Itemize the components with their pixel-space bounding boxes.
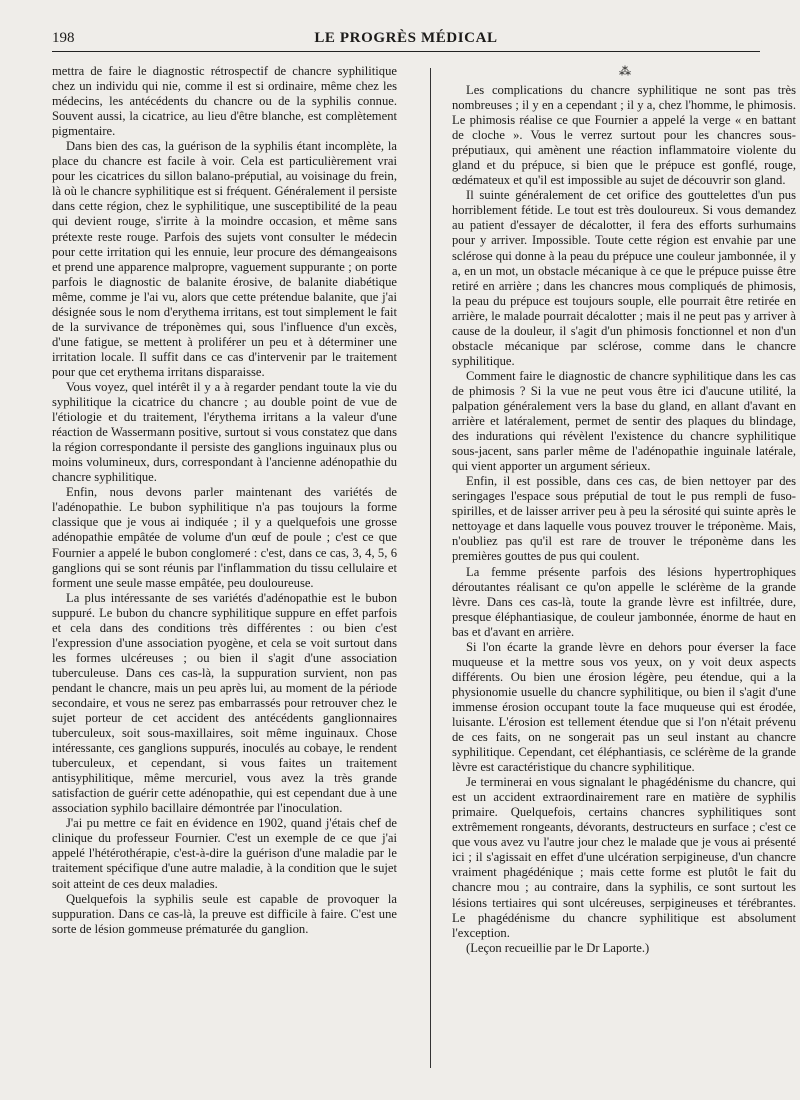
paragraph: Vous voyez, quel intérêt il y a à regarder pendant toute la vie du syphilitique la cicatrice du chancre ; au double point de vue de l'étiologie et du traitement, l'érythema irritans a la valeur d'une réaction de Wassermann positive, surtout si vous constatez que dans la région correspondante il persiste des ganglions inguinaux plus ou moins volumineux, durs, correspondant à l'ancienne adénopathie du chancre syphilitique. [52,379,397,485]
header-rule [52,51,760,52]
paragraph: Enfin, il est possible, dans ces cas, de bien nettoyer par des seringages l'espace sous préputial de tout le pus rempli de fuso-spirilles, et de laisser arriver peu à peu la sérosité qui suinte après le nettoyage et dans laquelle vous pouvez trouver le tréponème. Mais, n'oubliez pas qu'il est rare de trouver le tréponème dans les premières gouttes de pus qui coulent. [452,474,796,564]
left-column [52,64,397,937]
paragraph: Il suinte généralement de cet orifice des gouttelettes d'un pus horriblement fétide. Le tout est très douloureux. Si vous demandez au patient d'essayer de décalotter, il fera des efforts surhumains pour y arriver. Impossible. Toute cette région est envahie par une sclérose qui donne à la peau du prépuce une couleur jambonnée, il y a, en un mot, un obstacle mécanique à ce que le prépuce puisse être retiré en arrière ; dans les chancres mous compliqués de phimosis, la peau du prépuce est toujours souple, elle pourrait être retirée en arrière, le malade pourrait décalotter ; mais il ne peut pas y arriver à cause de la douleur, il s'agit d'un phimosis fonctionnel et non d'un obstacle mécanique par sclérose, comme dans le chancre syphilitique. [452,188,796,368]
section-separator: ⁂ [619,64,629,78]
right-column [452,64,796,956]
page-header [52,30,760,50]
paragraph: Quelquefois la syphilis seule est capable de provoquer la suppuration. Dans ce cas-là, la preuve est difficile à faire. C'est une sorte de lésion gommeuse prématurée du ganglion. [52,891,397,936]
paragraph: Si l'on écarte la grande lèvre en dehors pour éverser la face muqueuse et la mettre sous vos yeux, on y voit deux aspects différents. Ou bien une érosion légère, peu étendue, qui a la physionomie usuelle du chancre syphilitique, ou bien il s'agit d'une immense érosion occupant toute la face muqueuse qui est érodée, luisante. L'érosion est tellement étendue que si l'on n'était prévenu de ces faits, on ne songerait pas un seul instant au chancre syphilitique. Cependant, cet éléphantiasis, ce sclérème de la grande lèvre est caractéristique du chancre syphilitique. [452,639,796,775]
paragraph: La plus intéressante de ses variétés d'adénopathie est le bubon suppuré. Le bubon du chancre syphilitique suppure en effet parfois et cela dans des conditions très différentes : ou bien c'est l'expression d'une association pyogène, et cela se voit surtout dans les formes ulcéreuses ; ou bien il s'agit d'une association tuberculeuse. Dans ces cas-là, la suppuration survient, non pas pendant le chancre, mais un peu après lui, au moment de la période secondaire, et vous ne serez pas embarrassés pour retrouver chez le sujet porteur de cet accident des antécédents ganglionnaires tuberculeux, soit sous-maxillaires, soit même inguinaux. Chose intéressante, ces ganglions suppurés, inoculés au cobaye, le rendent tuberculeux, et cependant, si vous faites un traitement antisyphilitique, même mercuriel, vous avez la très grande satisfaction de guérir cette adénopathie, qui est cependant due à une association syphilo bacillaire démontrée par l'inoculation. [52,590,397,816]
paragraph: La femme présente parfois des lésions hypertrophiques déroutantes réalisant ce qu'on appelle le sclérème de la grande lèvre. Dans ces cas-là, toute la grande lèvre est infiltrée, dure, presque éléphantiasique, de couleur jambonnée, énorme de haut en bas et d'avant en arrière. [452,564,796,639]
column-divider [430,68,431,1068]
paragraph: J'ai pu mettre ce fait en évidence en 1902, quand j'étais chef de clinique du professeur Fournier. C'est un exemple de ce que j'ai appelé l'hétérothérapie, c'est-à-dire la guérison d'une maladie par le traitement spécifique d'une autre maladie, à la condition que le sujet soit atteint de ces deux maladies. [52,816,397,891]
paragraph: mettra de faire le diagnostic rétrospectif de chancre syphilitique chez un individu qui nie, comme il est si ordinaire, même chez les médecins, les antécédents du chancre ou de la syphilis connue. Souvent aussi, la cicatrice, au lieu d'être blanche, est complètement pigmentaire. [52,64,397,139]
paragraph: Comment faire le diagnostic de chancre syphilitique dans les cas de phimosis ? Si la vue ne peut vous être ici d'aucune utilité, la palpation généralement vers la base du gland, en allant d'avant en arrière et latéralement, permet de sentir des plaques du blindage, des indurations qui révèlent l'existence du chancre syphilitique sous-jacent, sans parler même de l'adénopathie inguinale latérale, qui vient apporter un argument sérieux. [452,368,796,474]
paragraph: Enfin, nous devons parler maintenant des variétés de l'adénopathie. Le bubon syphilitique n'a pas toujours la forme classique que je vous ai indiquée ; il y a quelquefois une grosse adénopathie empâtée de volume d'un œuf de poule ; c'est ce que Fournier a appelé le bubon conglomeré : c'est, dans ce cas, 3, 4, 5, 6 ganglions qui se sont réunis par l'inflammation du tissu cellulaire et forment une seule masse empâtée, peu douloureuse. [52,485,397,590]
paragraph: Les complications du chancre syphilitique ne sont pas très nombreuses ; il y en a cependant ; il y a, chez l'homme, le phimosis. Le phimosis réalise ce que Fournier a appelé la verge « en battant de cloche ». Vous le verrez surtout pour les chancres sous-préputiaux, qui amènent une réaction inflammatoire violente du gland et du prépuce, si bien que le prépuce est gonflé, rouge, œdémateux et qu'il est impossible au sujet de découvrir son gland. [452,83,796,188]
paragraph: Je terminerai en vous signalant le phagédénisme du chancre, qui est un accident extraordinairement rare en matière de syphilis primaire. Quelquefois, certains chancres syphilitiques sont extrêmement rongeants, dévorants, destructeurs en surface ; c'est ce que vous avez vu l'autre jour chez le malade que je vous ai présenté ici ; il s'agissait en effet d'une ulcération serpigineuse, d'un chancre vraiment phagédénique ; mais cette forme est plutôt le fait du chancre mou ; au contraire, dans la syphilis, ce sont surtout les lésions tertiaires qui sont ulcéreuses, serpigineuses et térébrantes. Le phagédénisme du chancre syphilitique est absolument l'exception. [452,775,796,940]
paragraph: Dans bien des cas, la guérison de la syphilis étant incomplète, la place du chancre est facile à voir. Cela est particulièrement vrai pour les cicatrices du sillon balano-préputial, au voisinage du frein, là où le chancre syphilitique est si fréquent. Généralement il persiste dans cette région, chez le syphilitique, une susceptibilité de la peau qui devient rouge, s'irrite à la moindre occasion, et même sans prétexte reste rouge. Parfois des sujets vont consulter le médecin pour cette irritation qui les ennuie, leur procure des démangeaisons et prend une apparence malpropre, vaguement suppurante ; on porte parfois le diagnostic de balanite érosive, de balanite diabétique même, comme je l'ai vu, alors que cette prétendue balanite, que j'ai désignée sous le nom d'erythema irritans, est tout simplement le fait de la survivance de tréponèmes qui, sous l'influence d'un excès, d'une fatigue, se mettent à proliférer un peu et à déterminer une irritation locale. Il suffit dans ce cas d'intervenir par le traitement pour que cet erythema irritans disparaisse. [52,139,397,379]
page-number: 198 [52,30,75,46]
signature: (Leçon recueillie par le Dr Laporte.) [466,940,650,955]
journal-title: LE PROGRÈS MÉDICAL [314,30,498,46]
